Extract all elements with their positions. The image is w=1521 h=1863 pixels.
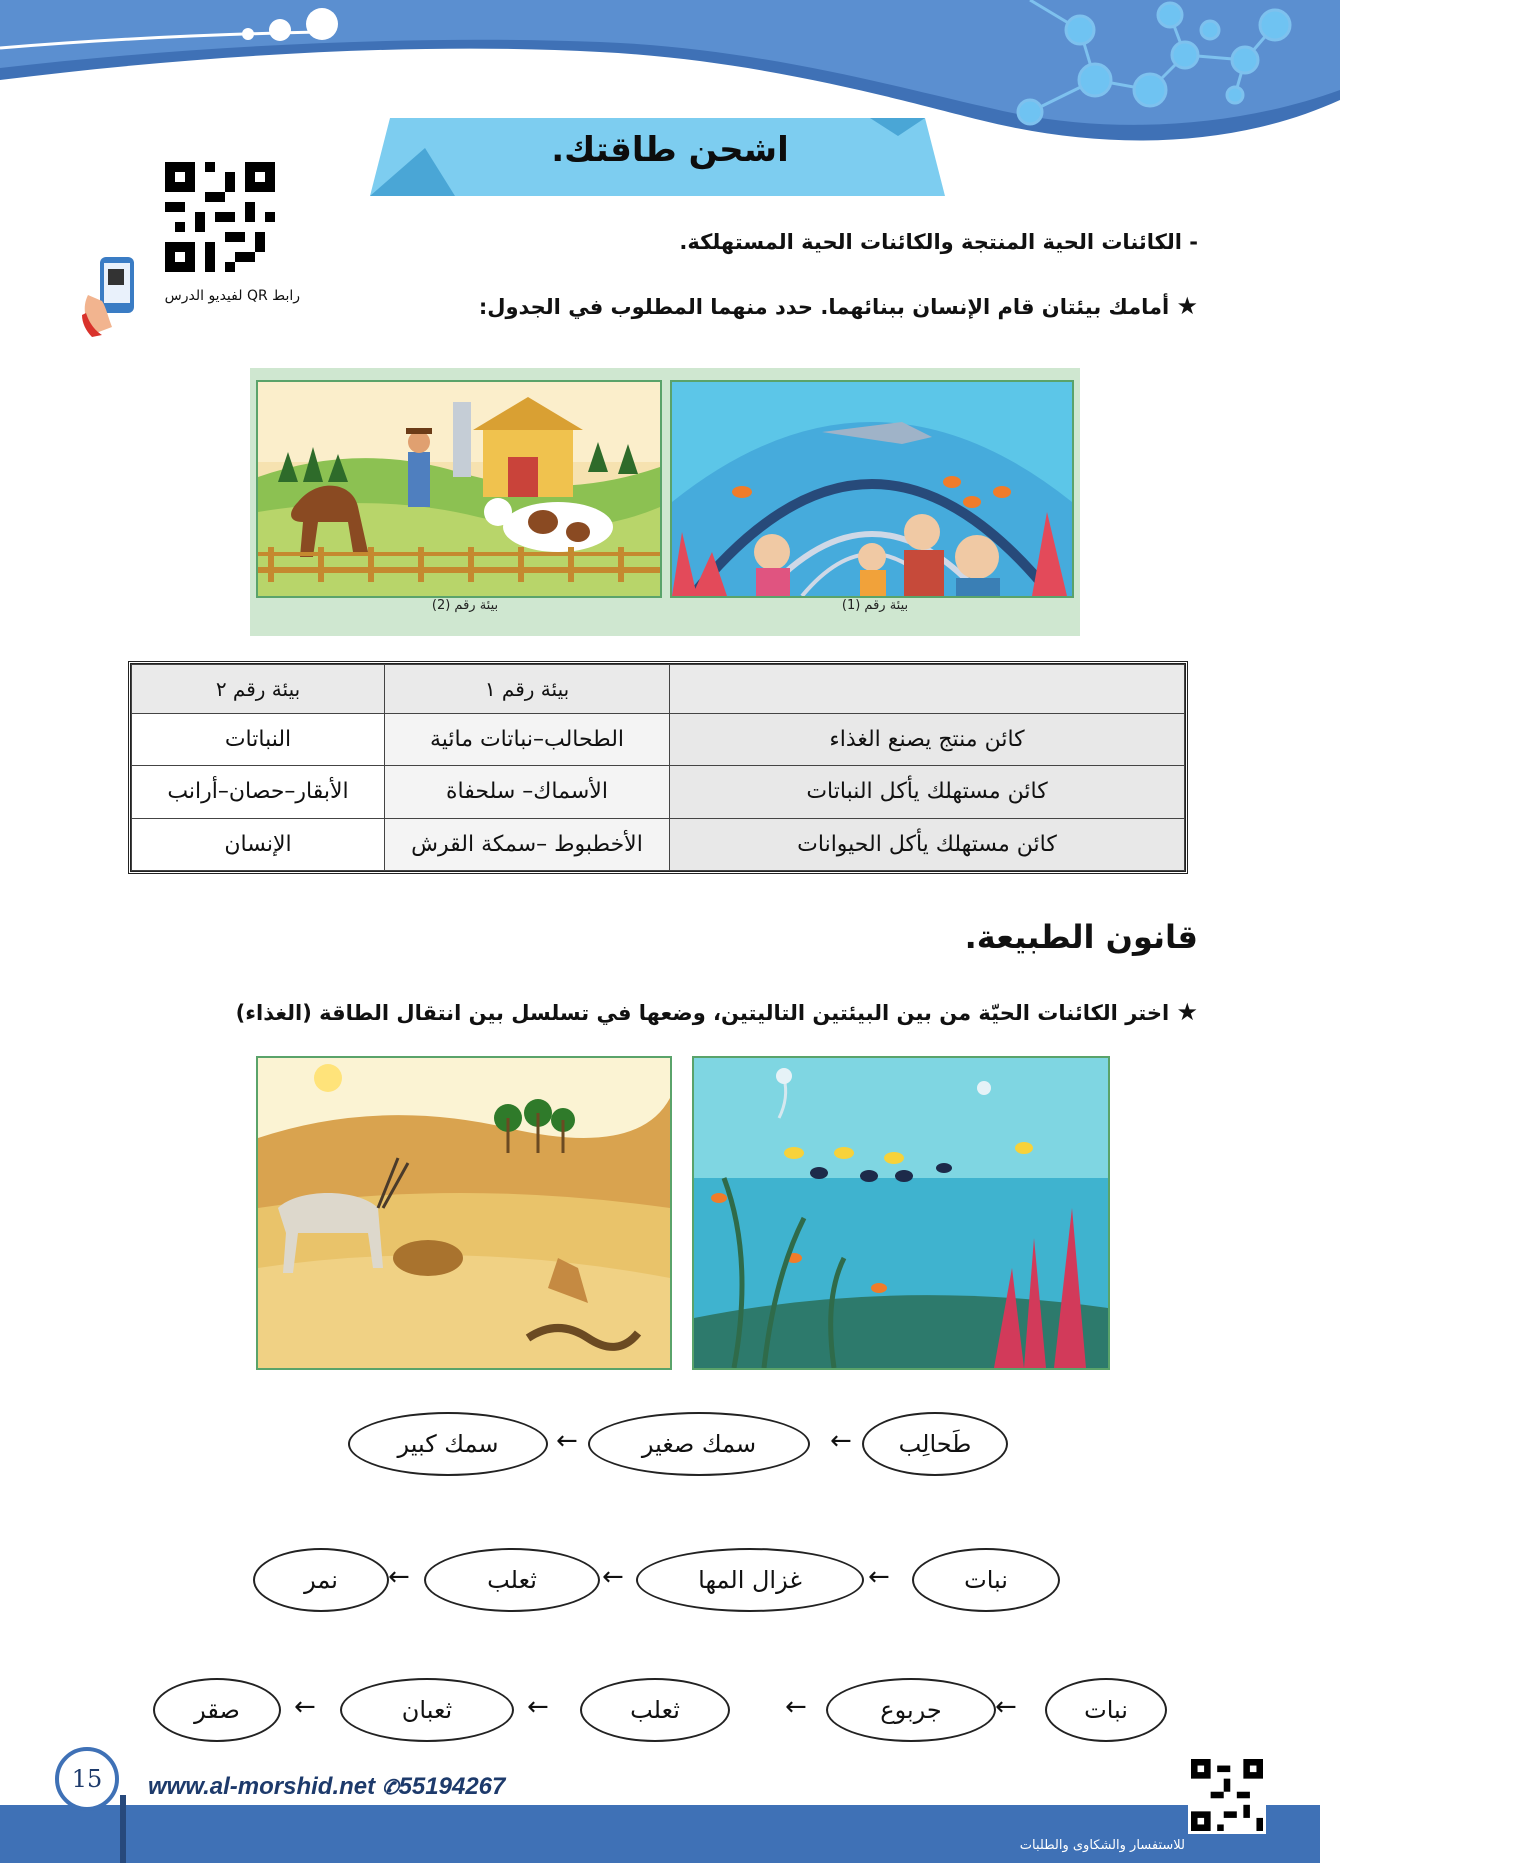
food-chain-organism: ثعبان [340,1678,514,1742]
arrow-left-icon: ← [527,1692,549,1722]
table-row [132,818,1185,870]
lesson-qr-code[interactable] [165,162,275,272]
sea-environment-image [692,1056,1110,1370]
table-cell: النباتات [132,714,385,766]
env2-caption: بيئة رقم (2) [431,598,499,613]
env1-caption: بيئة رقم (1) [841,598,909,613]
farm-environment-image [256,380,662,598]
table-cell: كائن مستهلك يأكل النباتات [670,766,1185,818]
arrow-left-icon: ← [294,1692,316,1722]
qr-caption: رابط QR لفيديو الدرس [164,288,300,304]
arrow-left-icon: ← [995,1692,1017,1722]
table-row [132,766,1185,818]
page-number: 15 [71,1765,103,1793]
section2-instruction [150,998,1198,1026]
section-title: اشحن طاقتك. [551,130,789,170]
arrow-left-icon: ← [868,1562,890,1592]
star-icon: ★ [1176,292,1198,320]
food-chain-organism: جربوع [826,1678,996,1742]
table-cell: كائن مستهلك يأكل الحيوانات [670,818,1185,870]
instruction-text: أمامك بيئتان قام الإنسان ببنائهما. حدد منهما المطلوب في الجدول: [478,295,1170,319]
phone-icon [78,255,146,337]
arrow-left-icon: ← [785,1692,807,1722]
table-header-cell: بيئة رقم ٢ [132,665,385,714]
footer-divider [120,1795,126,1863]
arrow-left-icon: ← [602,1562,624,1592]
food-chain-organism: ثعلب [580,1678,730,1742]
star-icon: ★ [1176,998,1198,1026]
footer-website-line [148,1773,505,1801]
food-chain-organism: نبات [1045,1678,1167,1742]
phone-number: 55194267 [398,1773,506,1800]
table-header-cell: بيئة رقم ١ [385,665,670,714]
table-cell: الإنسان [132,818,385,870]
table-cell: الطحالب–نباتات مائية [385,714,670,766]
organisms-table [128,661,1188,874]
section2-title: قانون الطبيعة. [964,918,1198,956]
contact-qr-code[interactable] [1188,1756,1266,1834]
food-chain-organism: غزال المها [636,1548,864,1612]
contact-caption: للاستفسار والشكاوى والطلبات [1019,1838,1185,1853]
arrow-left-icon: ← [556,1426,578,1456]
table-cell: كائن منتج يصنع الغذاء [670,714,1185,766]
food-chain-organism: نبات [912,1548,1060,1612]
page-number-badge [55,1747,119,1811]
table-header-cell [670,665,1185,714]
aquarium-environment-image [670,380,1074,598]
table-cell: الأخطبوط –سمكة القرش [385,818,670,870]
table-row [132,714,1185,766]
table-cell: الأسماك– سلحفاة [385,766,670,818]
food-chain-organism: سمك صغير [588,1412,810,1476]
table-cell: الأبقار–حصان–أرانب [132,766,385,818]
section2-instruction-text: اختر الكائنات الحيّة من بين البيئتين التاليتين، وضعها في تسلسل بين انتقال الطاقة (الغذاء) [235,1001,1170,1025]
arrow-left-icon: ← [388,1562,410,1592]
desert-environment-image [256,1056,672,1370]
food-chain-organism: نمر [253,1548,389,1612]
food-chain-organism: صقر [153,1678,281,1742]
website-link[interactable]: www.al-morshid.net [148,1773,376,1800]
arrow-left-icon: ← [830,1426,852,1456]
food-chain-organism: طَحالِب [862,1412,1008,1476]
instruction-line [380,292,1198,320]
phone-icon: ✆ [381,1777,399,1799]
table-header-row [132,665,1185,714]
footer-bar [0,1805,1320,1863]
food-chain-organism: ثعلب [424,1548,600,1612]
topic-line: - الكائنات الحية المنتجة والكائنات الحية المستهلكة. [679,230,1198,254]
food-chain-organism: سمك كبير [348,1412,548,1476]
